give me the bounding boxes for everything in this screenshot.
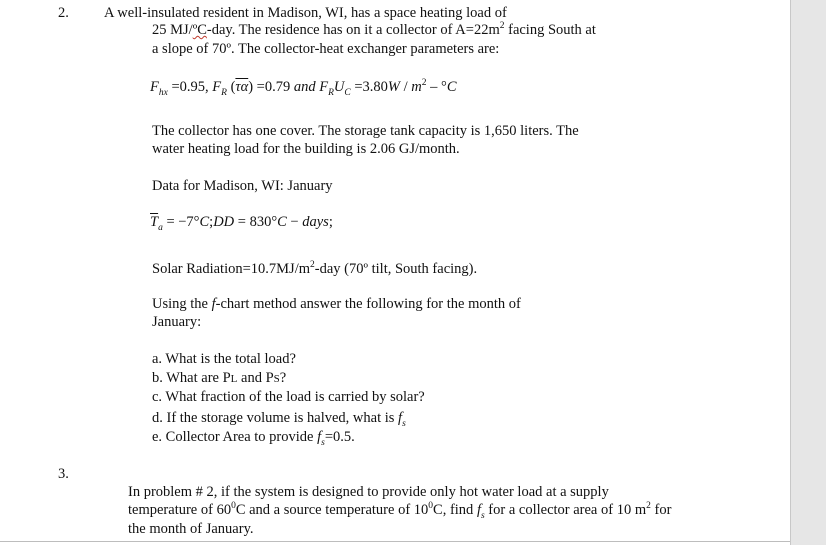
problem-2-number: 2. bbox=[58, 5, 69, 21]
question-e: e. Collector Area to provide $f_s=0.5$. bbox=[152, 429, 355, 448]
problem-3-line1: In problem # 2, if the system is designed to provide only hot water load at a supply bbox=[128, 484, 609, 500]
page-bottom-divider bbox=[0, 541, 790, 542]
question-b: b. What are PL and PS? bbox=[152, 370, 287, 386]
fchart-line1: Using the f-chart method answer the following for the month of bbox=[152, 296, 521, 312]
problem-3-line2: temperature of $60^0C$ and a source temperature of $10^0C$, find $f_s$ for a collector area of 10 $m^2$ for bbox=[128, 501, 672, 521]
problem-2-storage-line2: water heating load for the building is 2.06 GJ/month. bbox=[152, 141, 460, 157]
equation-ambient-temperature: $\overline{T}_a$ = −7°C;DD = 830°C − days; bbox=[150, 214, 333, 233]
problem-2-intro-line3: a slope of 70º. The collector-heat exchanger parameters are: bbox=[152, 41, 500, 57]
problem-2-intro-line1: A well-insulated resident in Madison, WI, has a space heating load of bbox=[104, 5, 507, 21]
question-d: d. If the storage volume is halved, what is $f_s$ bbox=[152, 410, 406, 429]
viewer-side-panel bbox=[790, 0, 826, 545]
problem-2-intro-line2: 25 MJ/ºC-day. The residence has on it a collector of $A=22m^2$ facing South at bbox=[152, 21, 596, 38]
problem-2-storage-line1: The collector has one cover. The storage tank capacity is 1,650 liters. The bbox=[152, 123, 579, 139]
question-c: c. What fraction of the load is carried by solar? bbox=[152, 389, 425, 405]
question-a: a. What is the total load? bbox=[152, 351, 296, 367]
data-heading: Data for Madison, WI: January bbox=[152, 178, 333, 194]
equation-collector-parameters: $F_{hx} =0.95$, $F_R$ $(\overline{\tau\alpha}) =0.79$ and $F_RU_C =3.80W / m^2 - ^\circ C$ bbox=[150, 78, 457, 98]
solar-radiation-line: Solar $Radiation=10.7MJ/m^2$-day (70º tilt, South facing). bbox=[152, 260, 478, 277]
problem-3-line3: the month of January. bbox=[128, 521, 254, 537]
problem-3-number: 3. bbox=[58, 466, 69, 482]
fchart-line2: January: bbox=[152, 314, 202, 330]
